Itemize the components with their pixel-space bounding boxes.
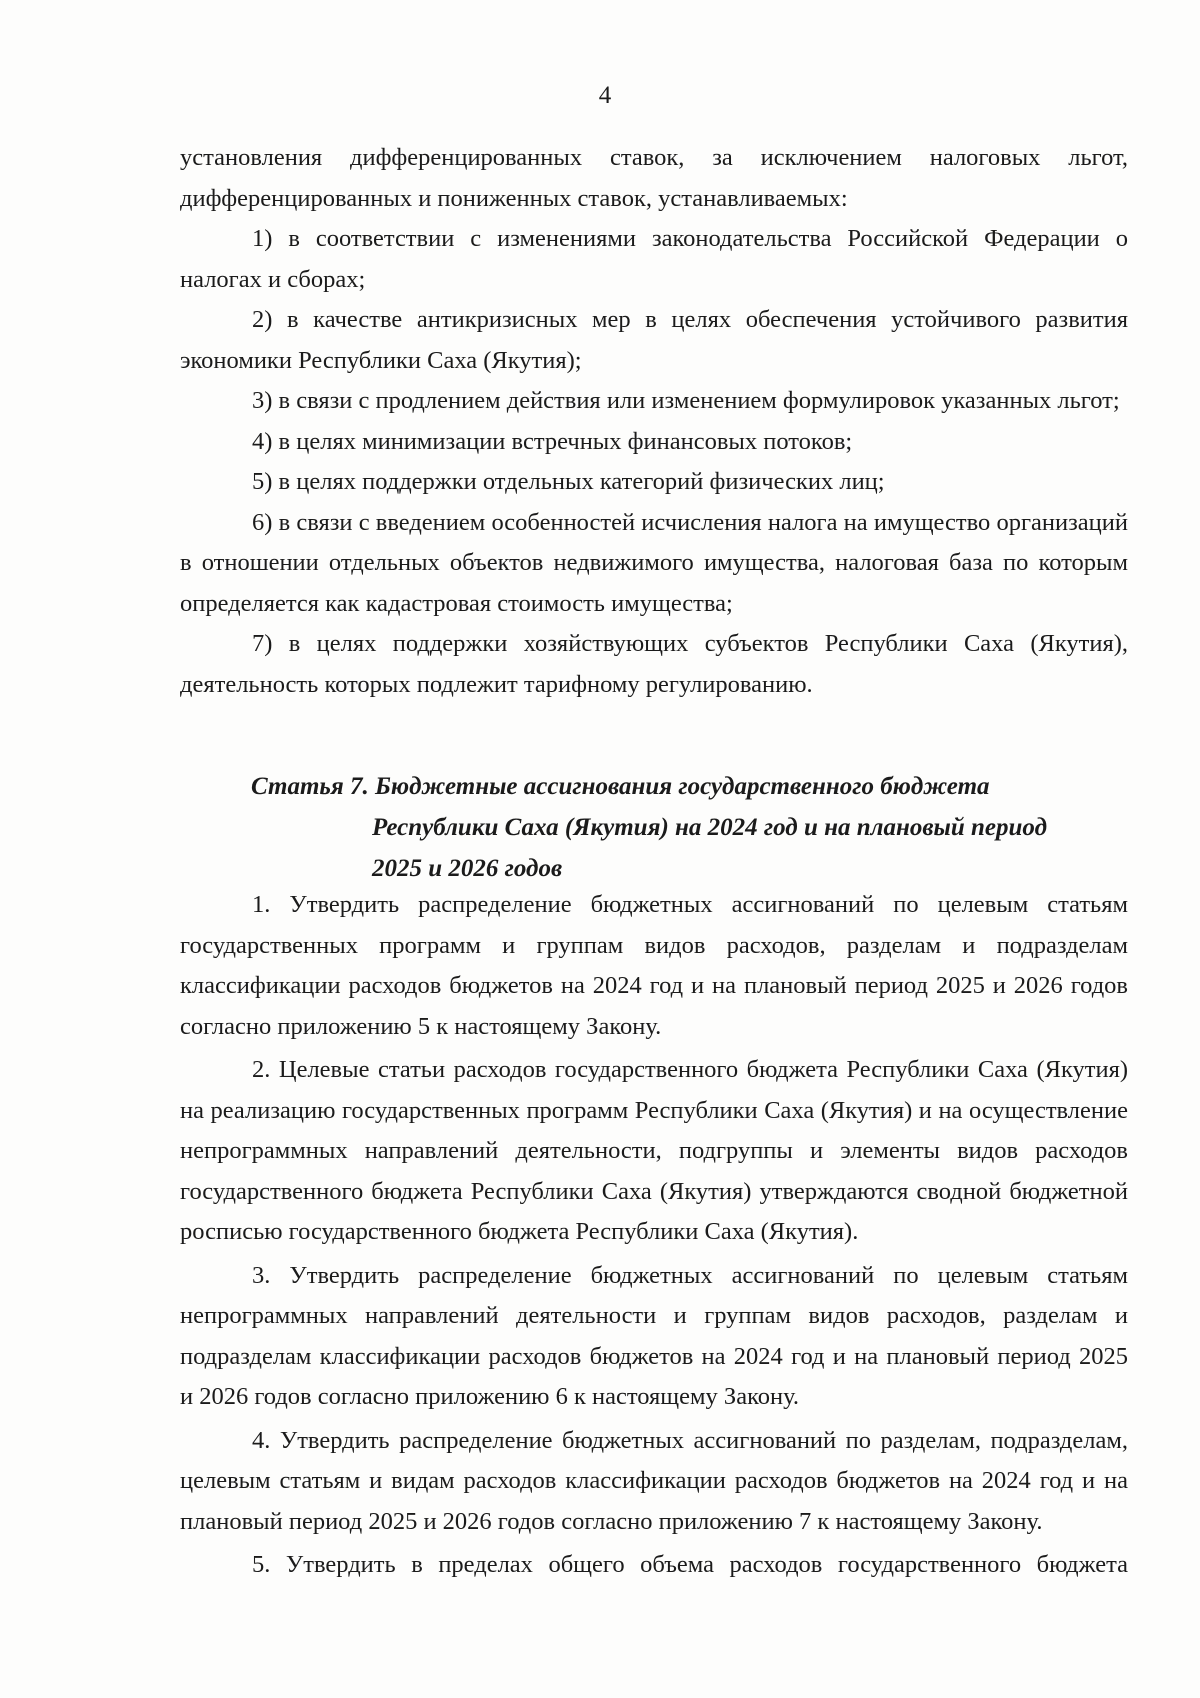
text-line: 7) в целях поддержки хозяйствующих субъектов Республики Саха (Якутия),	[252, 630, 1128, 657]
text-line: 5) в целях поддержки отдельных категорий физических лиц;	[252, 468, 885, 495]
list-item-5	[180, 462, 1128, 503]
list-item-7	[180, 624, 1128, 705]
text-line: деятельность которых подлежит тарифному регулированию.	[180, 670, 813, 698]
intro-paragraph	[180, 138, 1128, 219]
text-line: 3) в связи с продлением действия или изменением формулировок указанных льгот;	[252, 387, 1120, 414]
article-heading-line-3: 2025 и 2026 годов	[372, 855, 563, 882]
text-line: непрограммных направлений деятельности, подгруппы и элементы видов расходов	[180, 1137, 1128, 1164]
text-line: 5. Утвердить в пределах общего объема расходов государственного бюджета	[252, 1551, 1128, 1578]
text-line: целевым статьям и видам расходов классификации расходов бюджетов на 2024 год и на	[180, 1467, 1128, 1494]
article-paragraph-5	[180, 1545, 1128, 1586]
text-line: 4) в целях минимизации встречных финансовых потоков;	[252, 427, 853, 455]
list-item-1	[180, 219, 1128, 300]
text-line: 1. Утвердить распределение бюджетных ассигнований по целевым статьям	[252, 891, 1128, 918]
list-item-2	[180, 300, 1128, 381]
list-item-3	[180, 381, 1128, 422]
article-paragraph-3	[180, 1256, 1128, 1418]
list-item-6	[180, 503, 1128, 625]
text-line: классификации расходов бюджетов на 2024 год и на плановый период 2025 и 2026 годов	[180, 972, 1128, 999]
text-line: непрограммных направлений деятельности и группам видов расходов, разделам и	[180, 1302, 1128, 1329]
text-line: на реализацию государственных программ Республики Саха (Якутия) и на осуществление	[180, 1096, 1128, 1124]
article-heading-line-2: Республики Саха (Якутия) на 2024 год и на плановый период	[372, 814, 1047, 841]
text-line: государственных программ и группам видов расходов, разделам и подразделам	[180, 931, 1128, 959]
tax-benefits-section	[180, 138, 1128, 705]
text-line: государственного бюджета Республики Саха (Якутия) утверждаются сводной бюджетной	[180, 1177, 1128, 1205]
text-line: определяется как кадастровая стоимость имущества;	[180, 589, 733, 617]
text-line: экономики Республики Саха (Якутия);	[180, 346, 582, 374]
text-line: плановый период 2025 и 2026 годов согласно приложению 7 к настоящему Закону.	[180, 1507, 1043, 1535]
list-item-4	[180, 422, 1128, 463]
text-line: 6) в связи с введением особенностей исчисления налога на имущество организаций	[252, 508, 1128, 536]
text-line: 1) в соответствии с изменениями законодательства Российской Федерации о	[252, 225, 1128, 252]
text-line: в отношении отдельных объектов недвижимого имущества, налоговая база по которым	[180, 549, 1128, 576]
text-line: налогах и сборах;	[180, 265, 366, 293]
article-heading-line-1: Статья 7. Бюджетные ассигнования государственного бюджета	[251, 773, 990, 800]
text-line: согласно приложению 5 к настоящему Закону.	[180, 1012, 662, 1040]
article-paragraph-2	[180, 1050, 1128, 1253]
text-line: и 2026 годов согласно приложению 6 к настоящему Закону.	[180, 1383, 800, 1410]
article-body	[180, 885, 1128, 1586]
text-line: подразделам классификации расходов бюджетов на 2024 год и на плановый период 2025	[180, 1342, 1128, 1370]
text-line: установления дифференцированных ставок, за исключением налоговых льгот,	[180, 144, 1128, 171]
text-line: 3. Утвердить распределение бюджетных ассигнований по целевым статьям	[252, 1261, 1128, 1289]
article-paragraph-4	[180, 1421, 1128, 1543]
text-line: 2. Целевые статьи расходов государственного бюджета Республики Саха (Якутия)	[252, 1056, 1128, 1083]
text-line: 2) в качестве антикризисных мер в целях обеспечения устойчивого развития	[252, 306, 1128, 333]
text-line: 4. Утвердить распределение бюджетных ассигнований по разделам, подразделам,	[252, 1426, 1128, 1454]
text-line: дифференцированных и пониженных ставок, устанавливаемых:	[180, 184, 848, 212]
article-paragraph-1	[180, 885, 1128, 1047]
text-line: росписью государственного бюджета Республики Саха (Якутия).	[180, 1218, 859, 1245]
page-number: 4	[598, 82, 612, 109]
